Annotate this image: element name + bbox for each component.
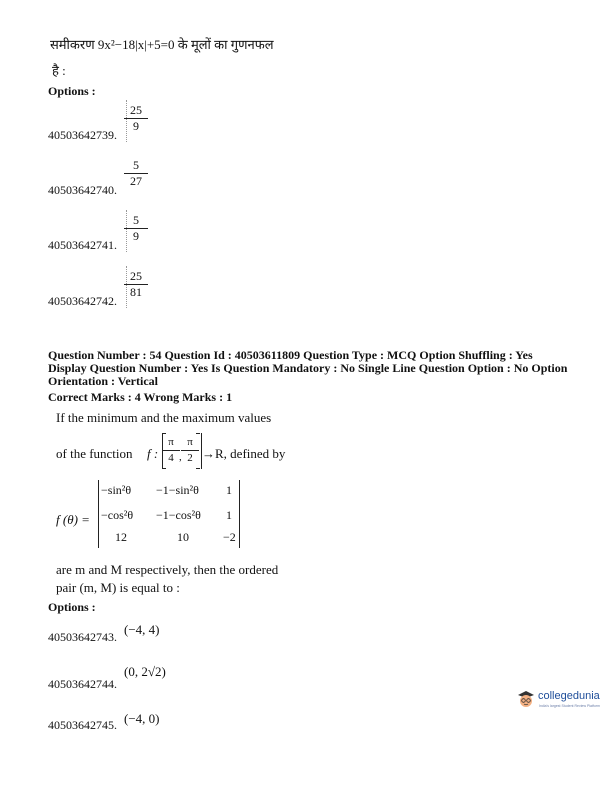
options-label: Options : [48, 600, 96, 614]
bracket-cap [196, 433, 200, 434]
option-value: (−4, 0) [124, 711, 160, 726]
question-meta-line: Question Number : 54 Question Id : 40503611809 Question Type : MCQ Option Shuffling : Yes [48, 348, 533, 362]
bracket-cap [196, 468, 200, 469]
fraction-denominator: 27 [130, 174, 142, 188]
option-id: 40503642740. [48, 183, 117, 197]
question-text-line: है : [52, 63, 66, 78]
logo-wordmark: collegedunia [538, 690, 600, 702]
option-id: 40503642742. [48, 294, 117, 308]
fraction-numerator: 5 [133, 158, 139, 172]
option-id: 40503642743. [48, 630, 117, 644]
function-label: f (θ) = [56, 512, 90, 527]
fraction-numerator: π [187, 436, 193, 448]
question-stem-line: pair (m, M) is equal to : [56, 580, 180, 595]
matrix-cell: −2 [223, 530, 236, 544]
fraction-numerator: 25 [130, 269, 142, 283]
option-id: 40503642744. [48, 677, 117, 691]
option-id: 40503642741. [48, 238, 117, 252]
bracket-cap [162, 468, 166, 469]
matrix-cell: −1−cos²θ [156, 508, 201, 522]
matrix-cell: −cos²θ [101, 508, 134, 522]
question-text-line: समीकरण 9x²−18|x|+5=0 के मूलों का गुणनफल [50, 37, 274, 52]
logo-tagline: India's largest Student Review Platform [539, 704, 600, 708]
matrix-cell: −sin²θ [101, 483, 132, 497]
option-fraction [124, 214, 148, 243]
question-meta-line: Orientation : Vertical [48, 374, 158, 388]
matrix-cell: 10 [177, 530, 189, 544]
question-stem-line: are m and M respectively, then the ordered [56, 562, 279, 577]
matrix-cell: −1−sin²θ [156, 483, 199, 497]
fraction-denominator: 81 [130, 285, 142, 299]
marks-line: Correct Marks : 4 Wrong Marks : 1 [48, 390, 233, 404]
options-label: Options : [48, 84, 96, 98]
fraction-numerator: 5 [133, 213, 139, 227]
fraction-bar [181, 450, 199, 451]
question-stem-line: If the minimum and the maximum values [56, 410, 272, 425]
option-fraction [124, 270, 148, 299]
mascot-icon [515, 688, 537, 710]
interval-upper [181, 436, 199, 465]
matrix-cell: 12 [115, 530, 127, 544]
determinant [98, 480, 240, 548]
interval-lower [162, 436, 180, 465]
option-id: 40503642739. [48, 128, 117, 142]
option-value: (0, 2√2) [124, 664, 166, 679]
matrix-cell: 1 [226, 483, 232, 497]
option-id: 40503642745. [48, 718, 117, 732]
fraction-denominator: 9 [133, 229, 139, 243]
option-fraction [124, 159, 148, 188]
fraction-numerator: 25 [130, 103, 142, 117]
fraction-bar [162, 450, 180, 451]
collegedunia-logo [515, 686, 605, 716]
matrix-cell: 1 [226, 508, 232, 522]
question-stem-line: →R, defined by [202, 446, 286, 461]
question-stem-line: of the function [56, 446, 133, 461]
fraction-denominator: 2 [187, 452, 193, 464]
option-fraction [124, 104, 148, 133]
function-symbol: f : [147, 446, 159, 461]
fraction-numerator: π [168, 436, 174, 448]
question-meta-line: Display Question Number : Yes Is Question Mandatory : No Single Line Question Option : No Option [48, 361, 568, 375]
fraction-denominator: 9 [133, 119, 139, 133]
fraction-denominator: 4 [168, 452, 174, 464]
bracket-cap [162, 433, 166, 434]
option-value: (−4, 4) [124, 622, 160, 637]
